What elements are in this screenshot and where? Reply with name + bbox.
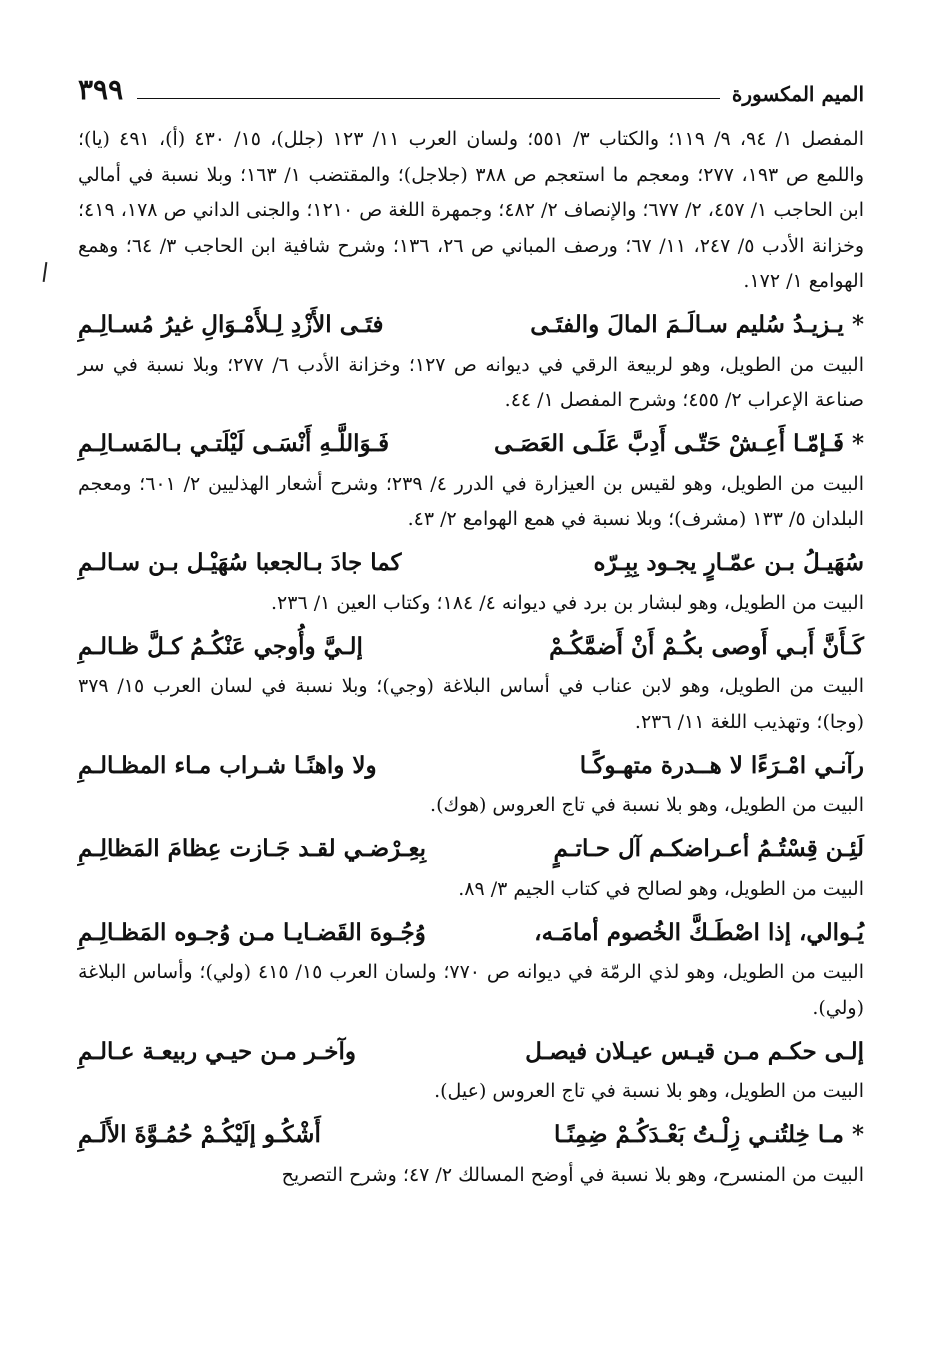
verse-first-hemistich: *فَـإمّـا أَعِـشْ حَتّـى أَدِبَّ عَلَـى العَصَـى (494, 430, 864, 457)
verse-first-hemistich: لَئِـن قِسْتُـمُ أعـراضكـم آل حـاتـمٍ (553, 835, 864, 862)
verse-second-hemistich: ولا واهنًـا شـراب مـاء المظـالـمِ (78, 751, 377, 779)
chapter-title: الميم المكسورة (731, 82, 864, 106)
citation-paragraph: البيت من الطويل، وهو بلا نسبة في تاج العروس (هوك). (430, 794, 864, 816)
verse-first-hemistich: كَـأَنَّ أَبـي أَوصى بكُـمْ أَنْ أَضمَّكُـمْ (549, 632, 864, 660)
verse-line (78, 304, 864, 346)
verse-second-hemistich: وآخـر مـن حيـي ربيعـة عـالـمِ (78, 1037, 356, 1065)
verse-first-hemistich: سُهَيـلُ بـن عمّـارٍ يجـود بِبِـرّه (593, 549, 864, 576)
verse-line (78, 911, 864, 953)
citation-paragraph: البيت من الطويل، وهو لقيس بن العيزارة في الدرر ٤/ ٢٣٩؛ وشرح أشعار الهذليين ٢/ ٦٠١؛ ومعجم البلدان ٥/ ١٣٣ (مشرف)؛ وبلا نسبة في همع الهوامع ٢/ ٤٣. (78, 472, 864, 530)
verse-first-hemistich: يُـوالي، إذا اصْطَـكَّ الخُصوم أمامَـه، (534, 918, 864, 946)
verse-line (78, 1114, 864, 1156)
running-header (78, 72, 864, 106)
citation-paragraph: البيت من الطويل، وهو لصالح في كتاب الجيم ٣/ ٨٩. (458, 877, 864, 900)
verse-star-marker: * (851, 430, 864, 457)
citation-paragraph: البيت من الطويل، وهو لذي الرمّة في ديوانه ص ٧٧٠؛ ولسان العرب ١٥/ ٤١٥ (ولي)؛ وأساس البلاغة (ولي). (78, 961, 865, 1019)
page-number: ٣٩٩ (78, 73, 124, 106)
header-rule (137, 98, 720, 99)
verse-line (78, 625, 864, 667)
verse-second-hemistich: كما جادَ بـالجعبا سُهَيْـل بـن سـالـمِ (78, 549, 402, 576)
verse-second-hemistich: بِعِـرْضـي لقـد جَـازت عِظامَ المَظالِـمِ (78, 835, 427, 862)
page-body (78, 122, 864, 1193)
verse-second-hemistich: وُجُـوهَ القَضـايـا مـن وُجـوه المَظـالِـمِ (78, 918, 426, 946)
verse-first-hemistich: رآنـي امْـرَءًا لا هــدرة متهـوكًـا (579, 751, 864, 779)
verse-line (78, 744, 864, 786)
page (78, 72, 864, 1193)
verse-second-hemistich: إلـيَّ وأُوجي عَنْكُـمُ كـلَّ ظـالـمِ (78, 632, 363, 660)
verse-line (78, 1030, 864, 1072)
verse-second-hemistich: فتَـى الأَزْدِ لِـلأَمْـوَالِ غيرُ مُسـالِـمِ (78, 311, 384, 338)
verse-star-marker: * (851, 311, 864, 338)
verse-line (78, 423, 864, 465)
citation-paragraph: البيت من الطويل، وهو لبشار بن برد في ديوانه ٤/ ١٨٤؛ وكتاب العين ١/ ٢٣٦. (271, 591, 864, 614)
citation-paragraph: المفصل ١/ ٩٤، ٩/ ١١٩؛ والكتاب ٣/ ٥٥١؛ ولسان العرب ١١/ ١٢٣ (جلل)، ١٥/ ٤٣٠ (أ)، ٤٩١ (يا)؛ واللمع ص ١٩٣، ٢٧٧؛ ومعجم ما استعجم ص ٣٨٨ (جلاجل)؛ والمقتضب ١/ ١٦٣؛ وبلا نسبة في أمالي ابن الحاجب ١/ ٤٥٧، ٢/ ٦٧٧؛ والإنصاف ٢/ ٤٨٢؛ وجمهرة اللغة ص ١٢١٠؛ والجنى الداني ص ١٧٨، ٤١٩؛ وخزانة الأدب ٥/ ٢٤٧، ١١/ ٦٧؛ ورصف المباني ص ٢٦، ١٣٦؛ وشرح شافية ابن الحاجب ٣/ ٦٤؛ وهمع الهوامع ١/ ١٧٢. (78, 128, 865, 292)
verse-line (78, 542, 864, 584)
citation-paragraph: البيت من الطويل، وهو بلا نسبة في تاج العروس (عيل). (434, 1080, 864, 1102)
verse-second-hemistich: أَشْكُـو إلَيْكُـمْ حُمُـوَّةَ الأَلَـمِ (78, 1121, 321, 1148)
citation-paragraph: البيت من المنسرح، وهو بلا نسبة في أوضح المسالك ٢/ ٤٧؛ وشرح التصريح (281, 1163, 864, 1186)
margin-pen-mark (43, 262, 48, 282)
citation-paragraph: البيت من الطويل، وهو لربيعة الرقي في ديوانه ص ١٢٧؛ وخزانة الأدب ٦/ ٢٧٧؛ وبلا نسبة في سر صناعة الإعراب ٢/ ٤٥٥؛ وشرح المفصل ١/ ٤٤. (78, 353, 864, 411)
verse-second-hemistich: فَـوَاللَّـهِ أَنْسَـى لَيْلَتـي بـالمَسـالِـمِ (78, 430, 390, 457)
verse-first-hemistich: *مـا خِلتُنـي زِلْـتُ بَعْـدَكُـمْ ضِمِنًـا (553, 1121, 864, 1148)
verse-first-hemistich: إلـى حكـم مـن قيـس عيـلان فيصـل (525, 1037, 864, 1065)
verse-first-hemistich: *يـزيـدُ سُليم سـالَـمَ المالَ والفتَـى (530, 311, 864, 338)
verse-line (78, 828, 864, 870)
citation-paragraph: البيت من الطويل، وهو لابن عناب في أساس البلاغة (وجي)؛ وبلا نسبة في لسان العرب ١٥/ ٣٧٩ (وجا)؛ وتهذيب اللغة ١١/ ٢٣٦. (78, 675, 864, 733)
verse-star-marker: * (851, 1121, 864, 1148)
